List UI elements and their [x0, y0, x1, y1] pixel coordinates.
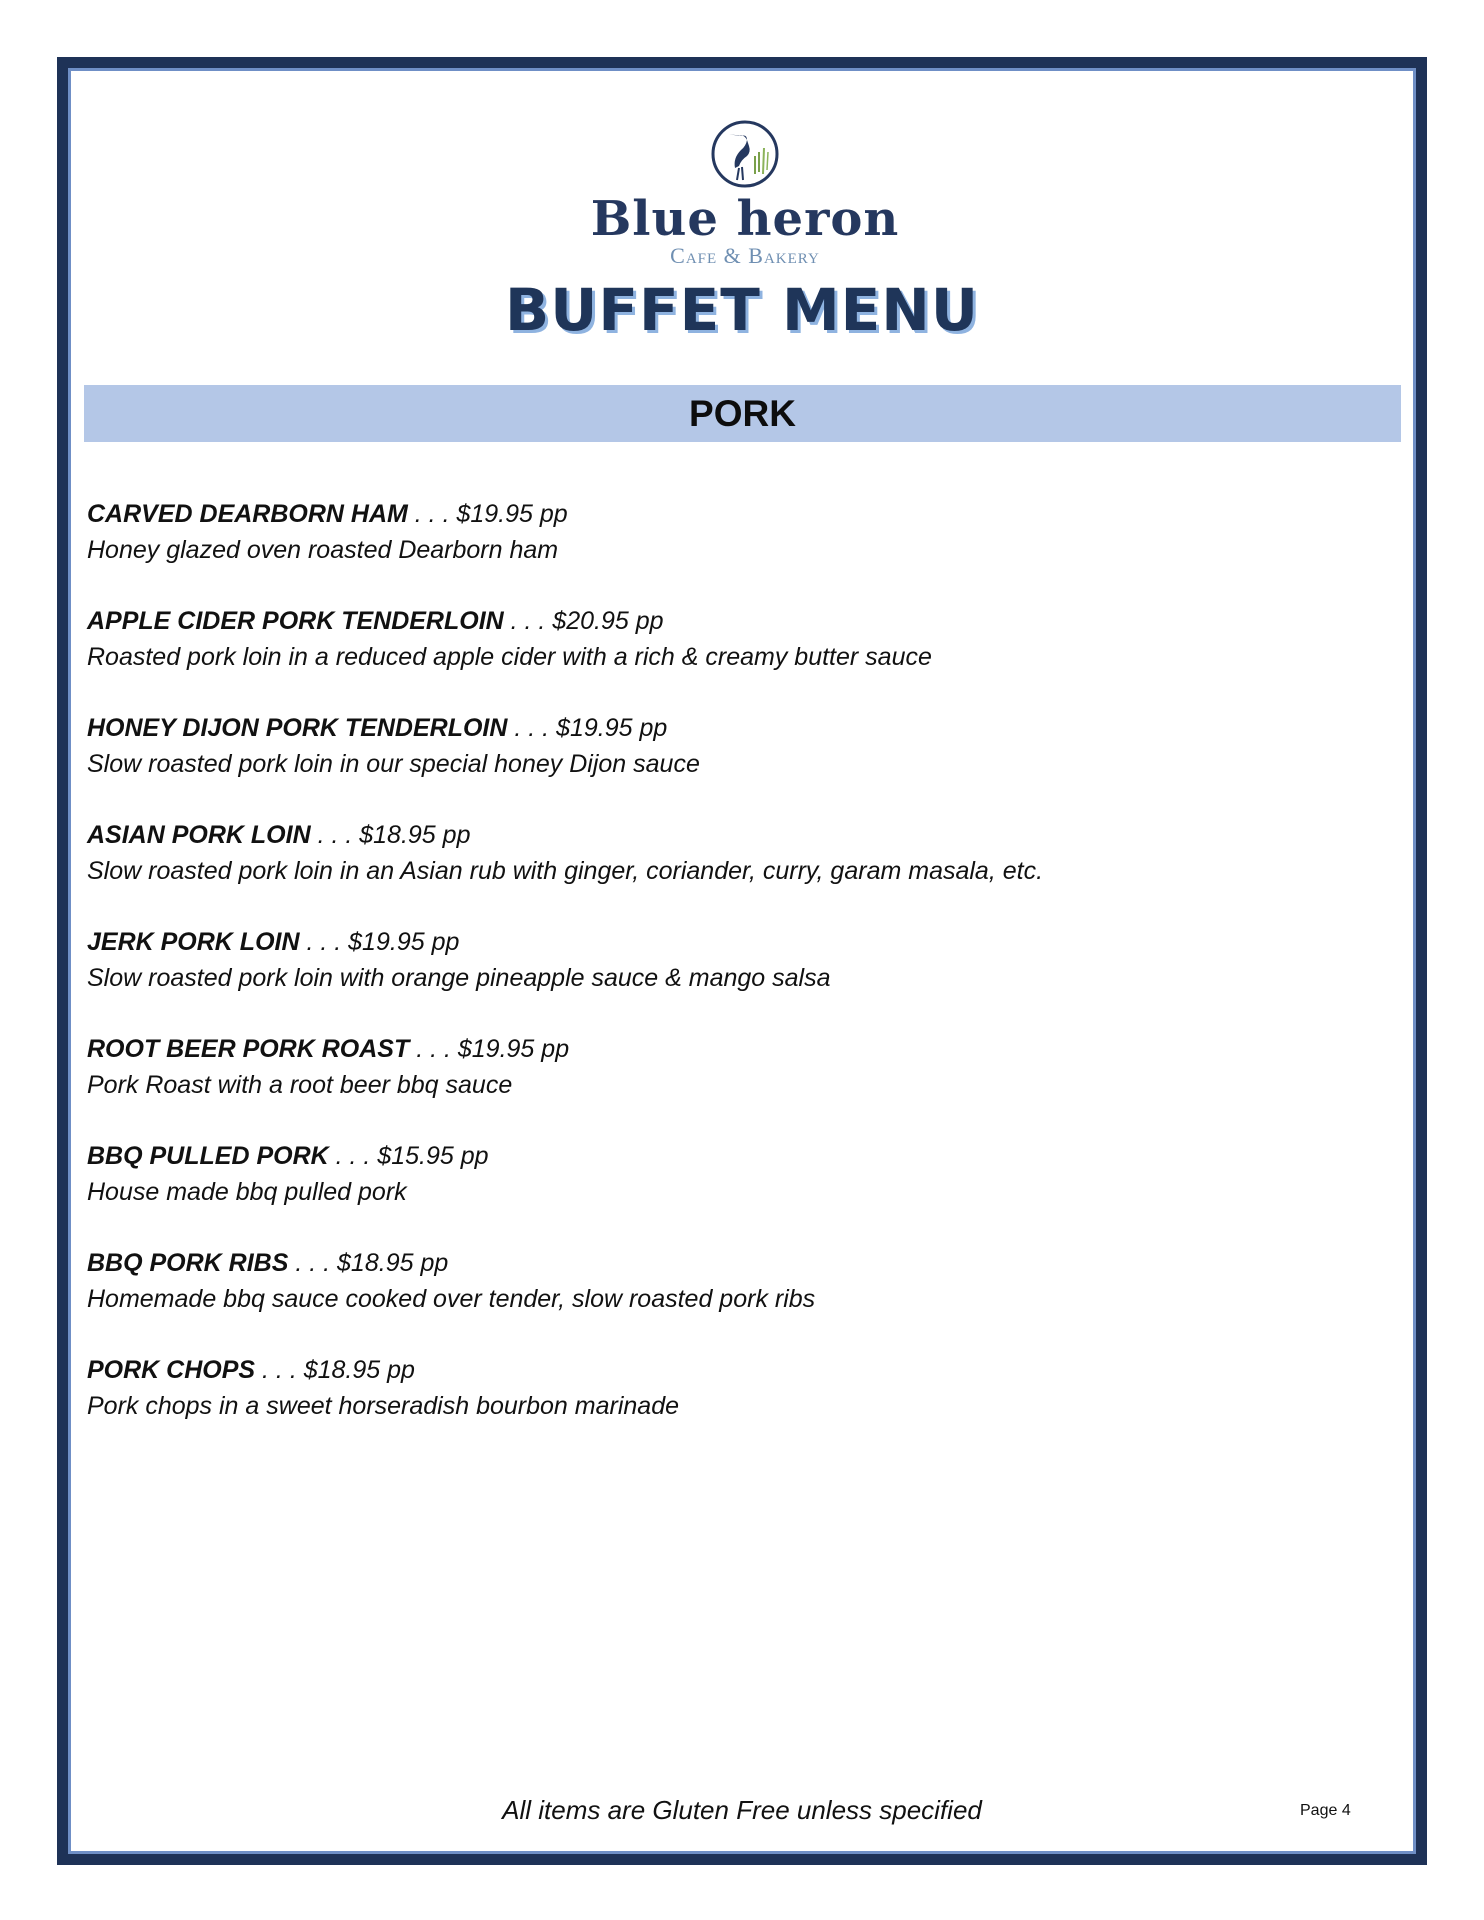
- menu-item: [87, 603, 1387, 710]
- item-description: Honey glazed oven roasted Dearborn ham: [87, 536, 559, 564]
- menu-item: [87, 924, 1387, 1031]
- item-description: Pork Roast with a root beer bbq sauce: [87, 1071, 513, 1099]
- item-price: $18.95 pp: [303, 1356, 415, 1384]
- item-separator: . . .: [407, 500, 457, 528]
- item-description: Pork chops in a sweet horseradish bourbon marinade: [87, 1392, 680, 1420]
- item-separator: . . .: [310, 821, 360, 849]
- item-separator: . . .: [255, 1356, 304, 1384]
- menu-item: [87, 710, 1387, 817]
- item-separator: . . .: [507, 714, 557, 742]
- menu-title: BUFFET MENU: [505, 276, 979, 344]
- item-price: $18.95 pp: [337, 1249, 449, 1277]
- item-separator: . . .: [299, 928, 349, 956]
- brand-name: Blue heron: [590, 191, 900, 247]
- item-name: BBQ PORK RIBS: [87, 1249, 289, 1277]
- menu-item: [87, 1352, 1387, 1459]
- item-separator: . . .: [503, 607, 553, 635]
- item-description: Roasted pork loin in a reduced apple cider with a rich & creamy butter sauce: [87, 643, 932, 671]
- item-price: $20.95 pp: [552, 607, 664, 635]
- item-name: ROOT BEER PORK ROAST: [87, 1035, 410, 1063]
- item-price: $19.95 pp: [457, 1035, 570, 1063]
- brand-subtitle: Cafe & Bakery: [670, 243, 820, 268]
- section-header: PORK: [84, 385, 1401, 442]
- heron-icon: [709, 118, 781, 190]
- item-price: $19.95 pp: [348, 928, 460, 956]
- footer-note: All items are Gluten Free unless specified: [502, 1795, 982, 1825]
- item-name: PORK CHOPS: [87, 1356, 256, 1384]
- item-description: Homemade bbq sauce cooked over tender, slow roasted pork ribs: [87, 1285, 816, 1313]
- item-separator: . . .: [288, 1249, 338, 1277]
- item-price: $19.95 pp: [456, 500, 568, 528]
- menu-item: [87, 817, 1387, 924]
- item-name: ASIAN PORK LOIN: [87, 821, 311, 849]
- item-separator: . . .: [409, 1035, 458, 1063]
- item-price: $15.95 pp: [377, 1142, 489, 1170]
- item-description: Slow roasted pork loin with orange pineapple sauce & mango salsa: [87, 964, 831, 992]
- page-number: Page 4: [1300, 1802, 1351, 1819]
- item-name: HONEY DIJON PORK TENDERLOIN: [87, 714, 508, 742]
- brand-logo: [575, 118, 915, 268]
- item-name: APPLE CIDER PORK TENDERLOIN: [87, 607, 504, 635]
- menu-items-list: [87, 496, 1387, 1459]
- item-separator: . . .: [328, 1142, 378, 1170]
- item-description: Slow roasted pork loin in an Asian rub with ginger, coriander, curry, garam masala, etc.: [87, 857, 1044, 885]
- menu-item: [87, 1138, 1387, 1245]
- menu-item: [87, 1031, 1387, 1138]
- item-price: $18.95 pp: [359, 821, 471, 849]
- item-name: BBQ PULLED PORK: [87, 1142, 329, 1170]
- menu-item: [87, 496, 1387, 603]
- item-price: $19.95 pp: [556, 714, 668, 742]
- menu-item: [87, 1245, 1387, 1352]
- item-description: House made bbq pulled pork: [87, 1178, 407, 1206]
- item-name: JERK PORK LOIN: [87, 928, 300, 956]
- item-name: CARVED DEARBORN HAM: [87, 500, 408, 528]
- item-description: Slow roasted pork loin in our special honey Dijon sauce: [87, 750, 700, 778]
